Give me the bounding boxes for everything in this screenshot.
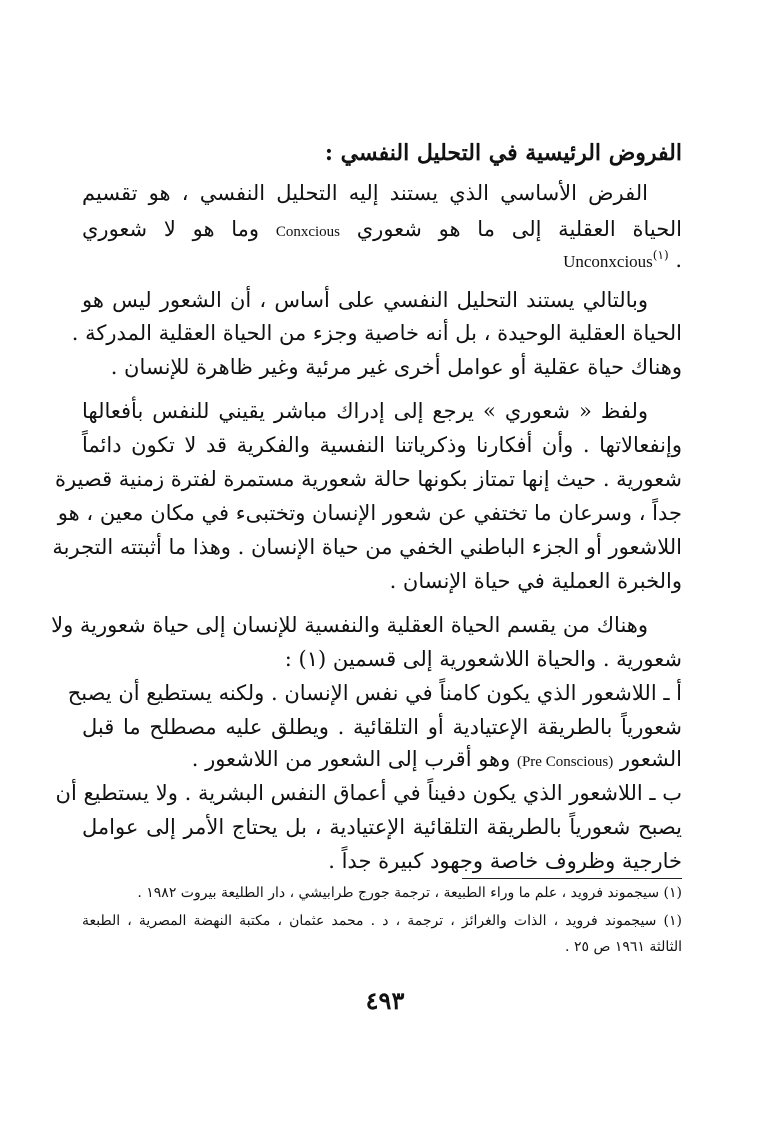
footnote-divider [462, 878, 682, 879]
paragraph-4-line-1: وهناك من يقسم الحياة العقلية والنفسية للإنسان إلى حياة شعورية ولا [51, 613, 648, 637]
paragraph-1-line-3: . $^{(١)}$Unconxcious [563, 248, 682, 272]
paragraph-5-line-3: الشعور (Pre Conscious) وهو أقرب إلى الشعور من اللاشعور . [191, 747, 682, 771]
paragraph-2-line-3: وهناك حياة عقلية أو عوامل أخرى غير مرئية وغير ظاهرة للإنسان . [110, 355, 682, 379]
paragraph-1-line-2: الحياة العقلية إلى ما هو شعوري Conxcious وما هو لا شعوري [82, 217, 682, 241]
paragraph-6-line-2: يصبح شعورياً بالطريقة التلقائية الإعتيادية ، بل يحتاج الأمر إلى عوامل [82, 815, 682, 839]
paragraph-3-line-6: والخبرة العملية في حياة الإنسان . [389, 569, 682, 593]
term-conscious: Conxcious [275, 224, 340, 240]
paragraph-3-line-3: شعورية . حيث إنها تمتاز بكونها حالة شعورية مستمرة لفترة زمنية قصيرة [54, 467, 682, 491]
footnote-1: (١) سيجموند فرويد ، علم ما وراء الطبيعة ، ترجمة جورج طرابيشي ، دار الطليعة بيروت ١٩٨٢ . [137, 885, 682, 901]
paragraph-6-line-3: خارجية وظروف خاصة وجهود كبيرة جداً . [328, 849, 682, 873]
paragraph-3-line-2: وإنفعالاتها . وأن أفكارنا وذكرياتنا النفسية والفكرية قد لا تكون دائماً [82, 433, 682, 457]
section-heading: الفروض الرئيسية في التحليل النفسي : [324, 140, 682, 166]
paragraph-4-line-2: شعورية . والحياة اللاشعورية إلى قسمين (١) : [284, 647, 682, 671]
paragraph-3-line-5: اللاشعور أو الجزء الباطني الخفي من حياة الإنسان . وهذا ما أثبتته التجربة [52, 535, 682, 559]
term-unconscious: Unconxcious [563, 252, 653, 271]
footnote-2-line-1: (١) سيجموند فرويد ، الذات والغرائز ، ترجمة ، د . محمد عثمان ، مكتبة النهضة المصرية ، الطبعة [82, 913, 682, 929]
paragraph-5-line-2: شعورياً بالطريقة الإعتيادية أو التلقائية . ويطلق عليه مصطلح ما قبل [82, 715, 682, 739]
paragraph-2-line-1: وبالتالي يستند التحليل النفسي على أساس ، أن الشعور ليس هو [82, 288, 648, 312]
paragraph-3-line-4: جداً ، وسرعان ما تختفي عن شعور الإنسان وتختبىء في مكان معين ، هو [57, 501, 682, 525]
paragraph-1-line-1: الفرض الأساسي الذي يستند إليه التحليل النفسي ، هو تقسيم [82, 181, 648, 205]
footnote-ref-1: (١) [652, 248, 669, 262]
footnote-2-line-2: الثالثة ١٩٦١ ص ٢٥ . [565, 939, 682, 955]
paragraph-2-line-2: الحياة العقلية الوحيدة ، بل أنه خاصية وجزء من الحياة العقلية المدركة . [71, 321, 682, 345]
term-preconscious: (Pre Conscious) [516, 754, 614, 770]
paragraph-6-line-1: ب ـ اللاشعور الذي يكون دفيناً في أعماق النفس البشرية . ولا يستطيع أن [55, 781, 682, 805]
paragraph-5-line-1: أ ـ اللاشعور الذي يكون كامناً في نفس الإنسان . ولكنه يستطيع أن يصبح [67, 681, 682, 705]
paragraph-3-line-1: ولفظ « شعوري » يرجع إلى إدراك مباشر يقيني للنفس بأفعالها [82, 399, 648, 423]
page-number: ٤٩٣ [365, 986, 405, 1015]
